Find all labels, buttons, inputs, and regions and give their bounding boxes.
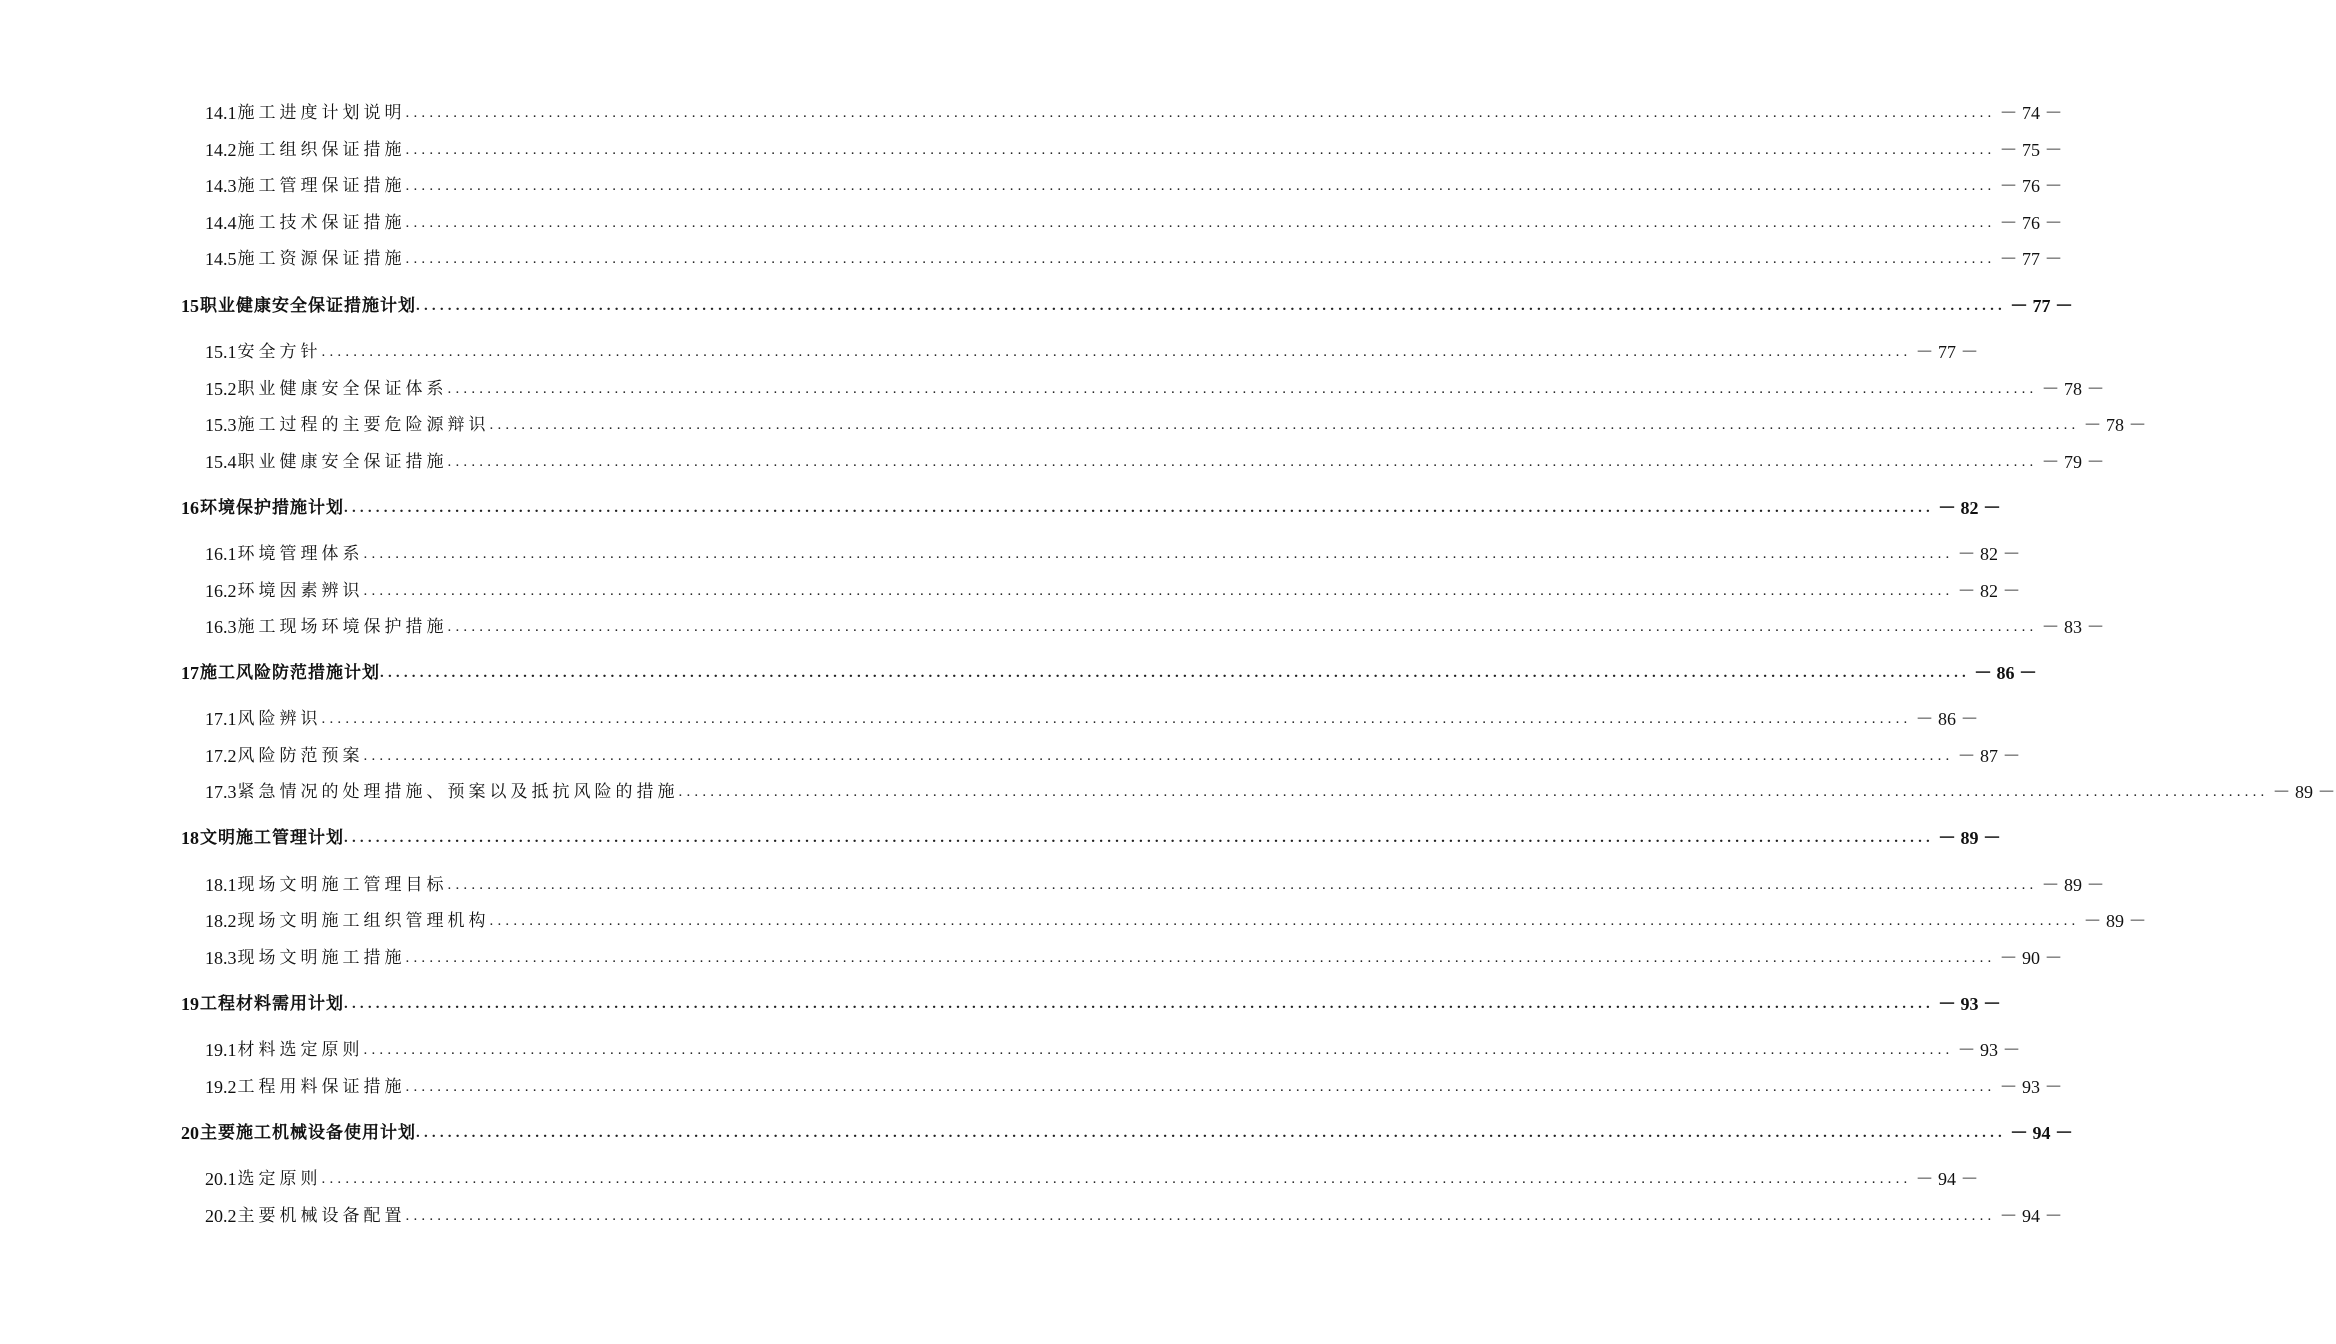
toc-page-number: － 83 － bbox=[2041, 617, 2105, 637]
toc-section-entry[interactable] bbox=[205, 212, 2063, 234]
toc-entry-number: 15.4 bbox=[205, 452, 237, 472]
toc-entry-title: 主要机械设备配置 bbox=[237, 1206, 406, 1226]
toc-section-entry[interactable] bbox=[205, 580, 2021, 602]
toc-chapter-entry[interactable] bbox=[181, 993, 2001, 1015]
toc-entry-number: 17 bbox=[181, 663, 199, 683]
toc-section-entry[interactable] bbox=[205, 175, 2063, 197]
toc-section-entry[interactable] bbox=[205, 414, 2147, 436]
toc-page-number: － 77 － bbox=[1915, 342, 1979, 362]
toc-dot-leader: ........................................................................................................................................................................................................ bbox=[489, 417, 2080, 433]
toc-section-entry[interactable] bbox=[205, 378, 2105, 400]
toc-page-number: － 76 － bbox=[1999, 176, 2063, 196]
toc-dot-leader: ........................................................................................................................................................................................................ bbox=[416, 1125, 2006, 1141]
toc-dot-leader: ........................................................................................................................................................................................................ bbox=[405, 178, 1996, 194]
toc-entry-number: 19 bbox=[181, 994, 199, 1014]
toc-entry-number: 15.1 bbox=[205, 342, 237, 362]
toc-entry-number: 19.2 bbox=[205, 1077, 237, 1097]
toc-dot-leader: ........................................................................................................................................................................................................ bbox=[447, 454, 2038, 470]
toc-entry-title: 施工过程的主要危险源辩识 bbox=[237, 415, 490, 435]
toc-entry-number: 18 bbox=[181, 828, 199, 848]
toc-dot-leader: ........................................................................................................................................................................................................ bbox=[363, 583, 1954, 599]
toc-page-number: － 93 － bbox=[1999, 1077, 2063, 1097]
toc-page-number: － 89 － bbox=[2083, 911, 2147, 931]
toc-section-entry[interactable] bbox=[205, 781, 2336, 803]
toc-entry-number: 16.1 bbox=[205, 544, 237, 564]
toc-page-number: － 90 － bbox=[1999, 948, 2063, 968]
toc-dot-leader: ........................................................................................................................................................................................................ bbox=[405, 251, 1996, 267]
toc-entry-title: 现场文明施工管理目标 bbox=[237, 875, 448, 895]
toc-section-entry[interactable] bbox=[205, 745, 2021, 767]
toc-dot-leader: ........................................................................................................................................................................................................ bbox=[344, 830, 1934, 846]
toc-section-entry[interactable] bbox=[205, 341, 1979, 363]
toc-section-entry[interactable] bbox=[205, 543, 2021, 565]
toc-entry-number: 17.1 bbox=[205, 709, 237, 729]
toc-dot-leader: ........................................................................................................................................................................................................ bbox=[405, 142, 1996, 158]
toc-page-number: － 86 － bbox=[1974, 663, 2037, 683]
toc-section-entry[interactable] bbox=[205, 708, 1979, 730]
toc-dot-leader: ........................................................................................................................................................................................................ bbox=[405, 215, 1996, 231]
toc-entry-number: 15.3 bbox=[205, 415, 237, 435]
toc-section-entry[interactable] bbox=[205, 910, 2147, 932]
toc-entry-title: 材料选定原则 bbox=[237, 1040, 364, 1060]
toc-section-entry[interactable] bbox=[205, 139, 2063, 161]
toc-chapter-entry[interactable] bbox=[181, 1122, 2073, 1144]
toc-section-entry[interactable] bbox=[205, 1039, 2021, 1061]
toc-dot-leader: ........................................................................................................................................................................................................ bbox=[416, 298, 2006, 314]
toc-entry-number: 14.1 bbox=[205, 103, 237, 123]
toc-entry-number: 14.4 bbox=[205, 213, 237, 233]
toc-entry-title: 环境管理体系 bbox=[237, 544, 364, 564]
toc-entry-title: 施工管理保证措施 bbox=[237, 176, 406, 196]
toc-page-number: － 87 － bbox=[1957, 746, 2021, 766]
toc-entry-title: 施工技术保证措施 bbox=[237, 213, 406, 233]
toc-entry-number: 18.2 bbox=[205, 911, 237, 931]
toc-entry-title: 主要施工机械设备使用计划 bbox=[200, 1123, 416, 1143]
toc-entry-title: 职业健康安全保证措施计划 bbox=[200, 296, 416, 316]
toc-entry-number: 20.2 bbox=[205, 1206, 237, 1226]
toc-entry-title: 现场文明施工组织管理机构 bbox=[237, 911, 490, 931]
toc-dot-leader: ........................................................................................................................................................................................................ bbox=[447, 381, 2038, 397]
toc-section-entry[interactable] bbox=[205, 451, 2105, 473]
toc-page-number: － 89 － bbox=[1938, 828, 2001, 848]
toc-page-number: － 77 － bbox=[2010, 296, 2073, 316]
toc-entry-title: 施工进度计划说明 bbox=[237, 103, 406, 123]
toc-page-number: － 82 － bbox=[1957, 544, 2021, 564]
toc-entry-number: 16.2 bbox=[205, 581, 237, 601]
toc-entry-number: 17.3 bbox=[205, 782, 237, 802]
toc-page-number: － 89 － bbox=[2041, 875, 2105, 895]
toc-entry-number: 20 bbox=[181, 1123, 199, 1143]
toc-page-number: － 78 － bbox=[2041, 379, 2105, 399]
toc-dot-leader: ........................................................................................................................................................................................................ bbox=[405, 1208, 1996, 1224]
toc-page-number: － 74 － bbox=[1999, 103, 2063, 123]
toc-dot-leader: ........................................................................................................................................................................................................ bbox=[363, 546, 1954, 562]
toc-page-number: － 76 － bbox=[1999, 213, 2063, 233]
toc-entry-title: 施工资源保证措施 bbox=[237, 249, 406, 269]
toc-entry-number: 14.3 bbox=[205, 176, 237, 196]
toc-dot-leader: ........................................................................................................................................................................................................ bbox=[405, 105, 1996, 121]
toc-dot-leader: ........................................................................................................................................................................................................ bbox=[447, 877, 2038, 893]
toc-entry-title: 施工组织保证措施 bbox=[237, 140, 406, 160]
toc-entry-title: 风险辨识 bbox=[237, 709, 322, 729]
toc-dot-leader: ........................................................................................................................................................................................................ bbox=[344, 996, 1934, 1012]
toc-entry-title: 环境保护措施计划 bbox=[200, 498, 344, 518]
toc-chapter-entry[interactable] bbox=[181, 497, 2001, 519]
toc-entry-number: 14.5 bbox=[205, 249, 237, 269]
toc-dot-leader: ........................................................................................................................................................................................................ bbox=[489, 913, 2080, 929]
toc-page-number: － 75 － bbox=[1999, 140, 2063, 160]
toc-section-entry[interactable] bbox=[205, 874, 2105, 896]
toc-entry-number: 20.1 bbox=[205, 1169, 237, 1189]
toc-section-entry[interactable] bbox=[205, 1076, 2063, 1098]
toc-entry-title: 文明施工管理计划 bbox=[200, 828, 344, 848]
toc-entry-number: 16.3 bbox=[205, 617, 237, 637]
toc-section-entry[interactable] bbox=[205, 1205, 2063, 1227]
toc-entry-title: 职业健康安全保证体系 bbox=[237, 379, 448, 399]
toc-dot-leader: ........................................................................................................................................................................................................ bbox=[678, 784, 2269, 800]
toc-section-entry[interactable] bbox=[205, 248, 2063, 270]
toc-page-number: － 78 － bbox=[2083, 415, 2147, 435]
toc-dot-leader: ........................................................................................................................................................................................................ bbox=[380, 665, 1970, 681]
toc-section-entry[interactable] bbox=[205, 1168, 1979, 1190]
toc-entry-title: 现场文明施工措施 bbox=[237, 948, 406, 968]
toc-entry-title: 环境因素辨识 bbox=[237, 581, 364, 601]
toc-entry-number: 19.1 bbox=[205, 1040, 237, 1060]
toc-entry-number: 15 bbox=[181, 296, 199, 316]
toc-page-number: － 77 － bbox=[1999, 249, 2063, 269]
toc-dot-leader: ........................................................................................................................................................................................................ bbox=[405, 1079, 1996, 1095]
toc-entry-number: 14.2 bbox=[205, 140, 237, 160]
toc-page-number: － 94 － bbox=[1915, 1169, 1979, 1189]
toc-entry-title: 安全方针 bbox=[237, 342, 322, 362]
toc-page-number: － 82 － bbox=[1957, 581, 2021, 601]
toc-entry-title: 紧急情况的处理措施、预案以及抵抗风险的措施 bbox=[237, 782, 679, 802]
toc-entry-title: 施工风险防范措施计划 bbox=[200, 663, 380, 683]
toc-page-number: － 93 － bbox=[1957, 1040, 2021, 1060]
toc-dot-leader: ........................................................................................................................................................................................................ bbox=[321, 344, 1912, 360]
toc-entry-title: 工程用料保证措施 bbox=[237, 1077, 406, 1097]
toc-entry-title: 风险防范预案 bbox=[237, 746, 364, 766]
toc-page-number: － 82 － bbox=[1938, 498, 2001, 518]
toc-chapter-entry[interactable] bbox=[181, 295, 2073, 317]
toc-page-number: － 93 － bbox=[1938, 994, 2001, 1014]
toc-entry-number: 15.2 bbox=[205, 379, 237, 399]
toc-entry-title: 职业健康安全保证措施 bbox=[237, 452, 448, 472]
toc-page-number: － 89 － bbox=[2272, 782, 2336, 802]
toc-page-number: － 94 － bbox=[1999, 1206, 2063, 1226]
toc-section-entry[interactable] bbox=[205, 616, 2105, 638]
toc-entry-number: 16 bbox=[181, 498, 199, 518]
toc-section-entry[interactable] bbox=[205, 947, 2063, 969]
toc-chapter-entry[interactable] bbox=[181, 662, 2037, 684]
toc-entry-title: 工程材料需用计划 bbox=[200, 994, 344, 1014]
toc-entry-number: 18.1 bbox=[205, 875, 237, 895]
toc-entry-number: 18.3 bbox=[205, 948, 237, 968]
toc-dot-leader: ........................................................................................................................................................................................................ bbox=[344, 500, 1934, 516]
toc-page-number: － 94 － bbox=[2010, 1123, 2073, 1143]
toc-chapter-entry[interactable] bbox=[181, 827, 2001, 849]
toc-dot-leader: ........................................................................................................................................................................................................ bbox=[363, 1042, 1954, 1058]
toc-entry-title: 施工现场环境保护措施 bbox=[237, 617, 448, 637]
toc-dot-leader: ........................................................................................................................................................................................................ bbox=[321, 711, 1912, 727]
toc-dot-leader: ........................................................................................................................................................................................................ bbox=[447, 619, 2038, 635]
toc-entry-title: 选定原则 bbox=[237, 1169, 322, 1189]
toc-dot-leader: ........................................................................................................................................................................................................ bbox=[405, 950, 1996, 966]
toc-section-entry[interactable] bbox=[205, 102, 2063, 124]
toc-page-number: － 79 － bbox=[2041, 452, 2105, 472]
toc-page-number: － 86 － bbox=[1915, 709, 1979, 729]
toc-dot-leader: ........................................................................................................................................................................................................ bbox=[363, 748, 1954, 764]
toc-dot-leader: ........................................................................................................................................................................................................ bbox=[321, 1171, 1912, 1187]
toc-entry-number: 17.2 bbox=[205, 746, 237, 766]
